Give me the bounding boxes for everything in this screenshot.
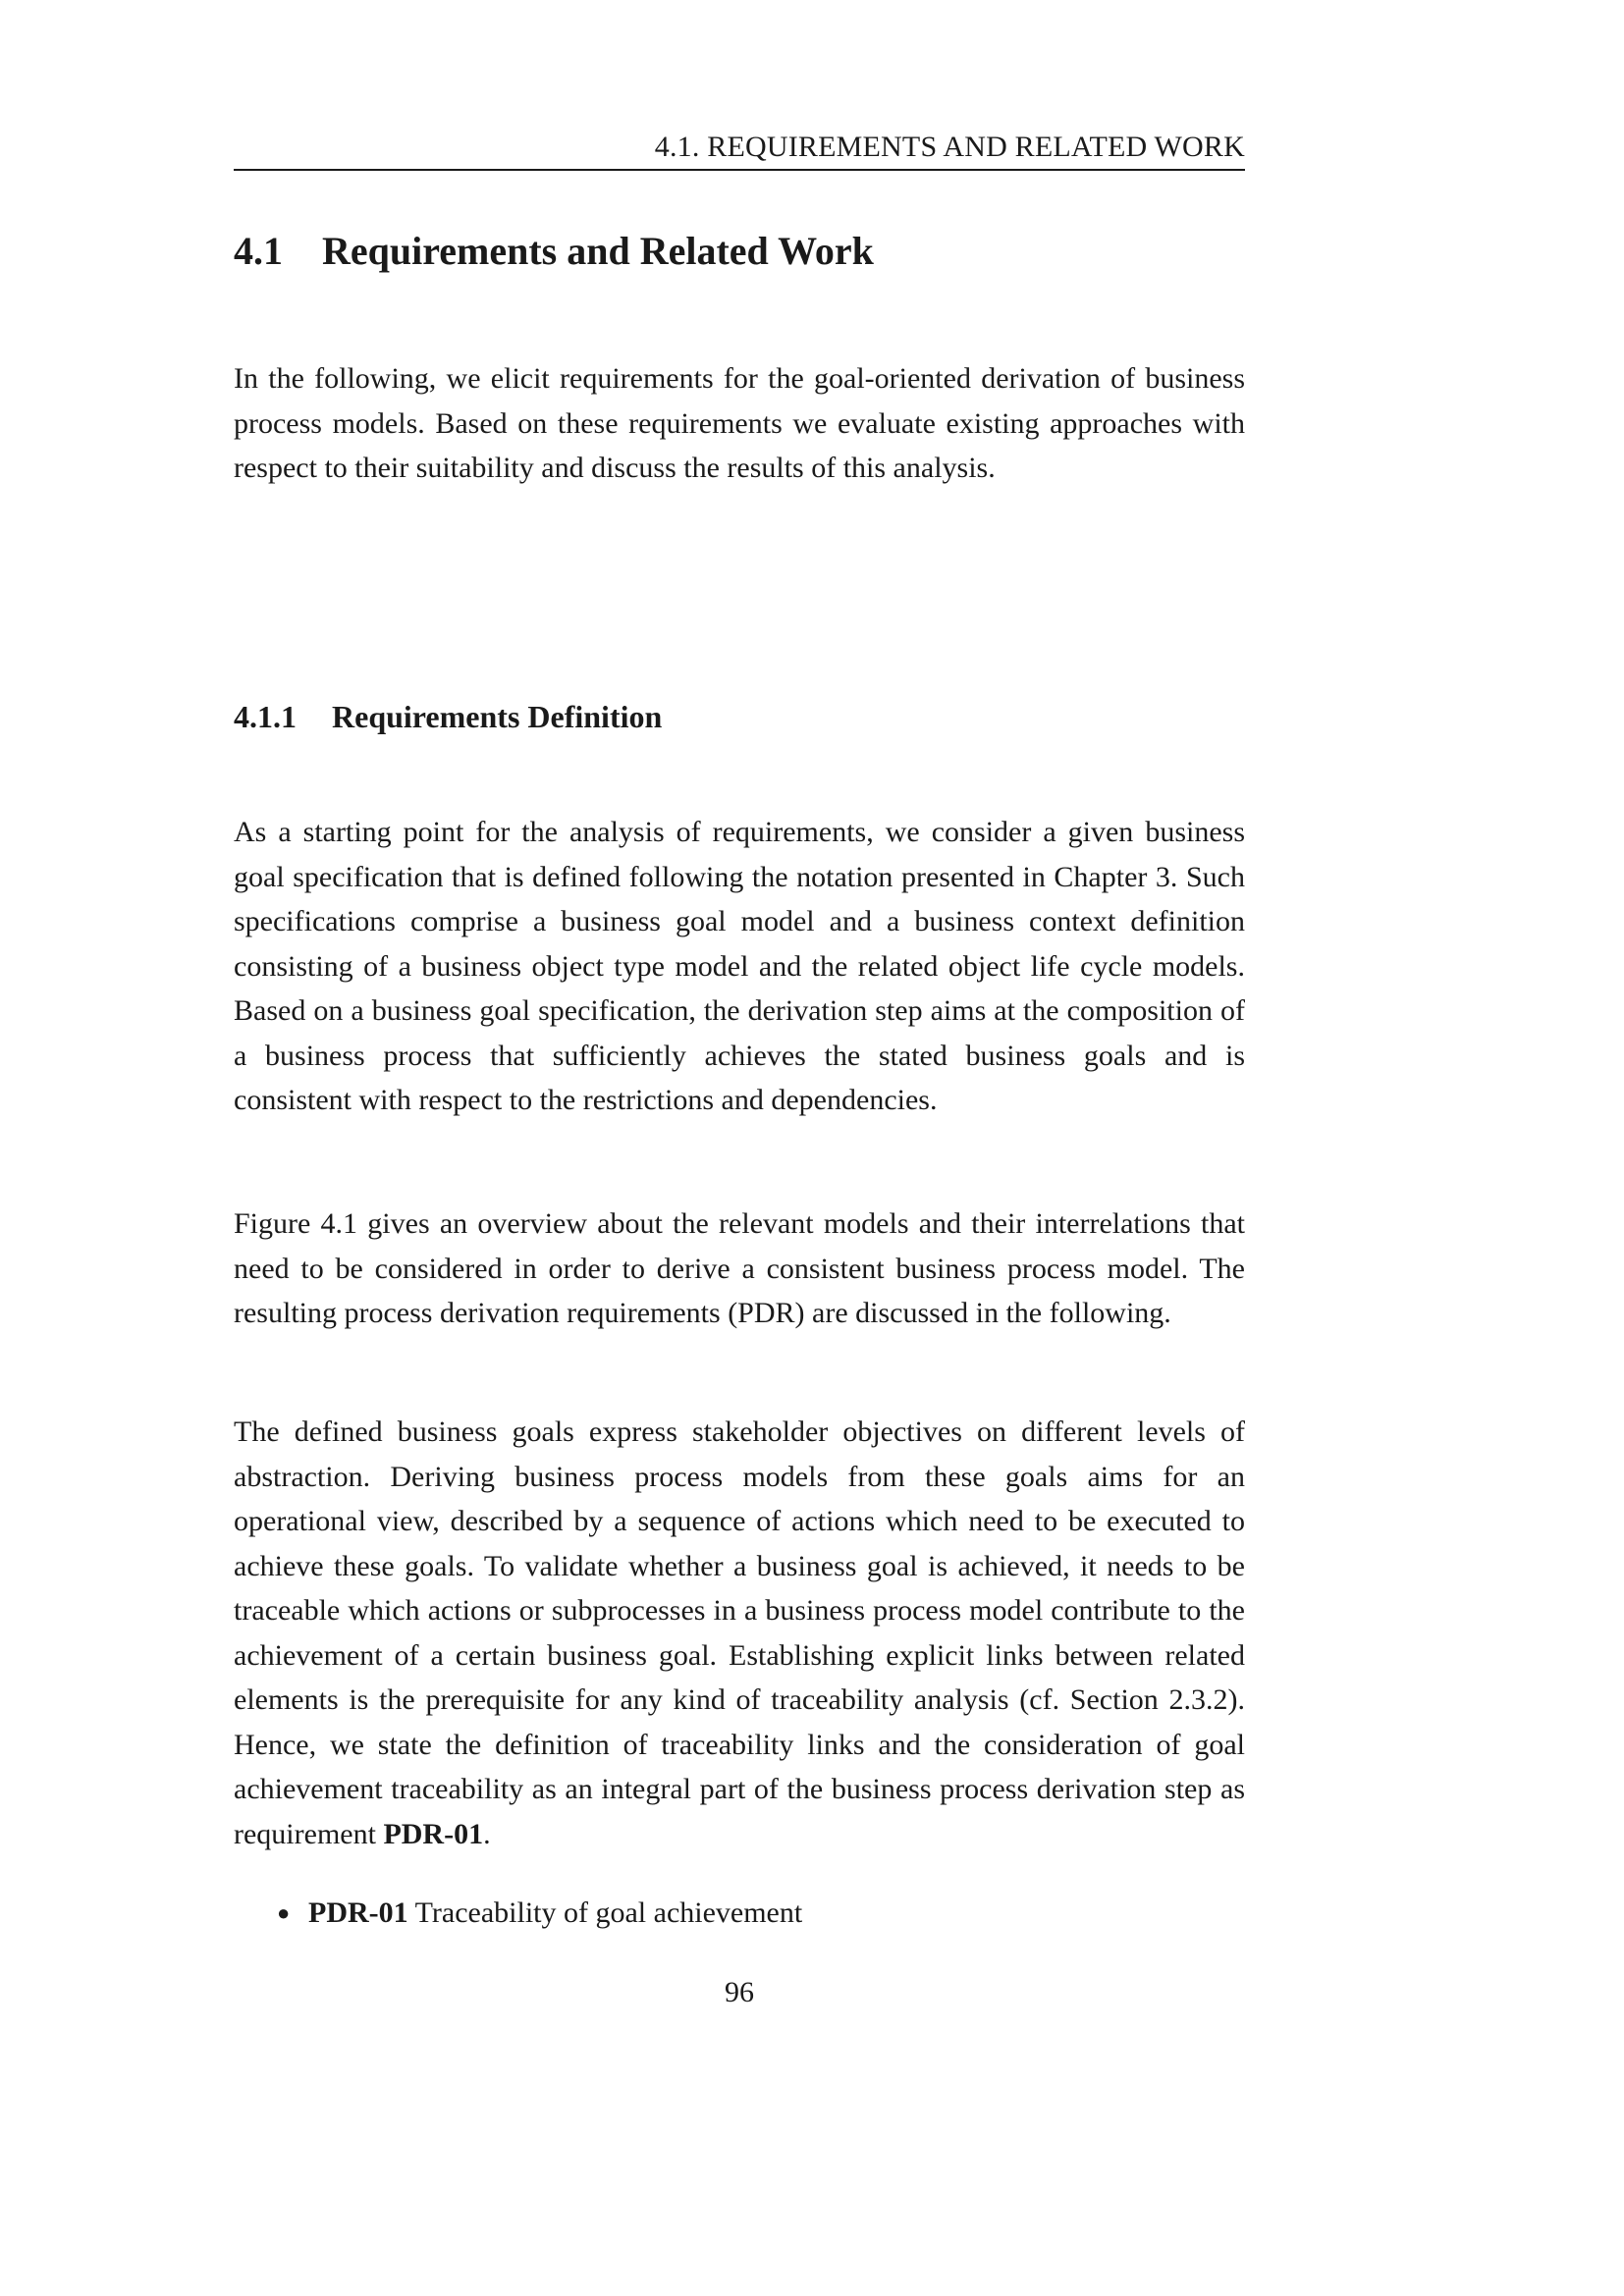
body-paragraph-2: Figure 4.1 gives an overview about the relevant models and their interrelations that need to be considered in order to derive a consistent business process model. The resulting process derivation requirements (PDR) are discussed in the following. (234, 1207, 1245, 1329)
running-header: 4.1. REQUIREMENTS AND RELATED WORK (654, 131, 1245, 163)
requirement-id: PDR-01 (308, 1896, 408, 1929)
section-title (234, 224, 874, 279)
document-page (234, 0, 1245, 2296)
body-paragraph-3-text: The defined business goals express stakeholder objectives on different levels of abstraction. Deriving business process models from these goals aims for an operational view, described by a sequence of actions which need to be executed to achieve these goals. To validate whether a business goal is achieved, it needs to be traceable which actions or subprocesses in a business process model contribute to the achievement of a certain business goal. Establishing explicit links between related elements is the prerequisite for any kind of traceability analysis (cf. Section 2.3.2). Hence, we state the definition of traceability links and the consideration of goal achievement traceability as an integral part of the business process derivation step as requirement (234, 1415, 1245, 1850)
section-number: 4.1 (234, 229, 283, 273)
section-title-text: Requirements and Related Work (322, 229, 874, 273)
body-paragraph-1: As a starting point for the analysis of requirements, we consider a given business goal specification that is defined following the notation presented in Chapter 3. Such specifications comprise a business goal model and a business context definition consisting of a business object type model and the related object life cycle models. Based on a business goal specification, the derivation step aims at the composition of a business process that sufficiently achieves the stated business goals and is consistent with respect to the restrictions and dependencies. (234, 816, 1245, 1116)
body-paragraph-3 (234, 1410, 1245, 1856)
list-item (277, 1893, 802, 1934)
intro-paragraph: In the following, we elicit requirements for the goal-oriented derivation of business process models. Based on these requirements we evaluate existing approaches with respect to their suitability and discuss the results of this analysis. (234, 362, 1245, 484)
subsection-title (234, 695, 662, 738)
subsection-number: 4.1.1 (234, 699, 297, 734)
sentence-end: . (483, 1817, 491, 1850)
subsection-title-text: Requirements Definition (332, 699, 663, 734)
requirements-list (277, 1893, 802, 1934)
page-number: 96 (725, 1976, 754, 2008)
requirement-reference: PDR-01 (383, 1817, 484, 1850)
header-rule (234, 169, 1245, 171)
requirement-label: Traceability of goal achievement (414, 1896, 803, 1929)
bullet-icon: ● (277, 1900, 291, 1925)
